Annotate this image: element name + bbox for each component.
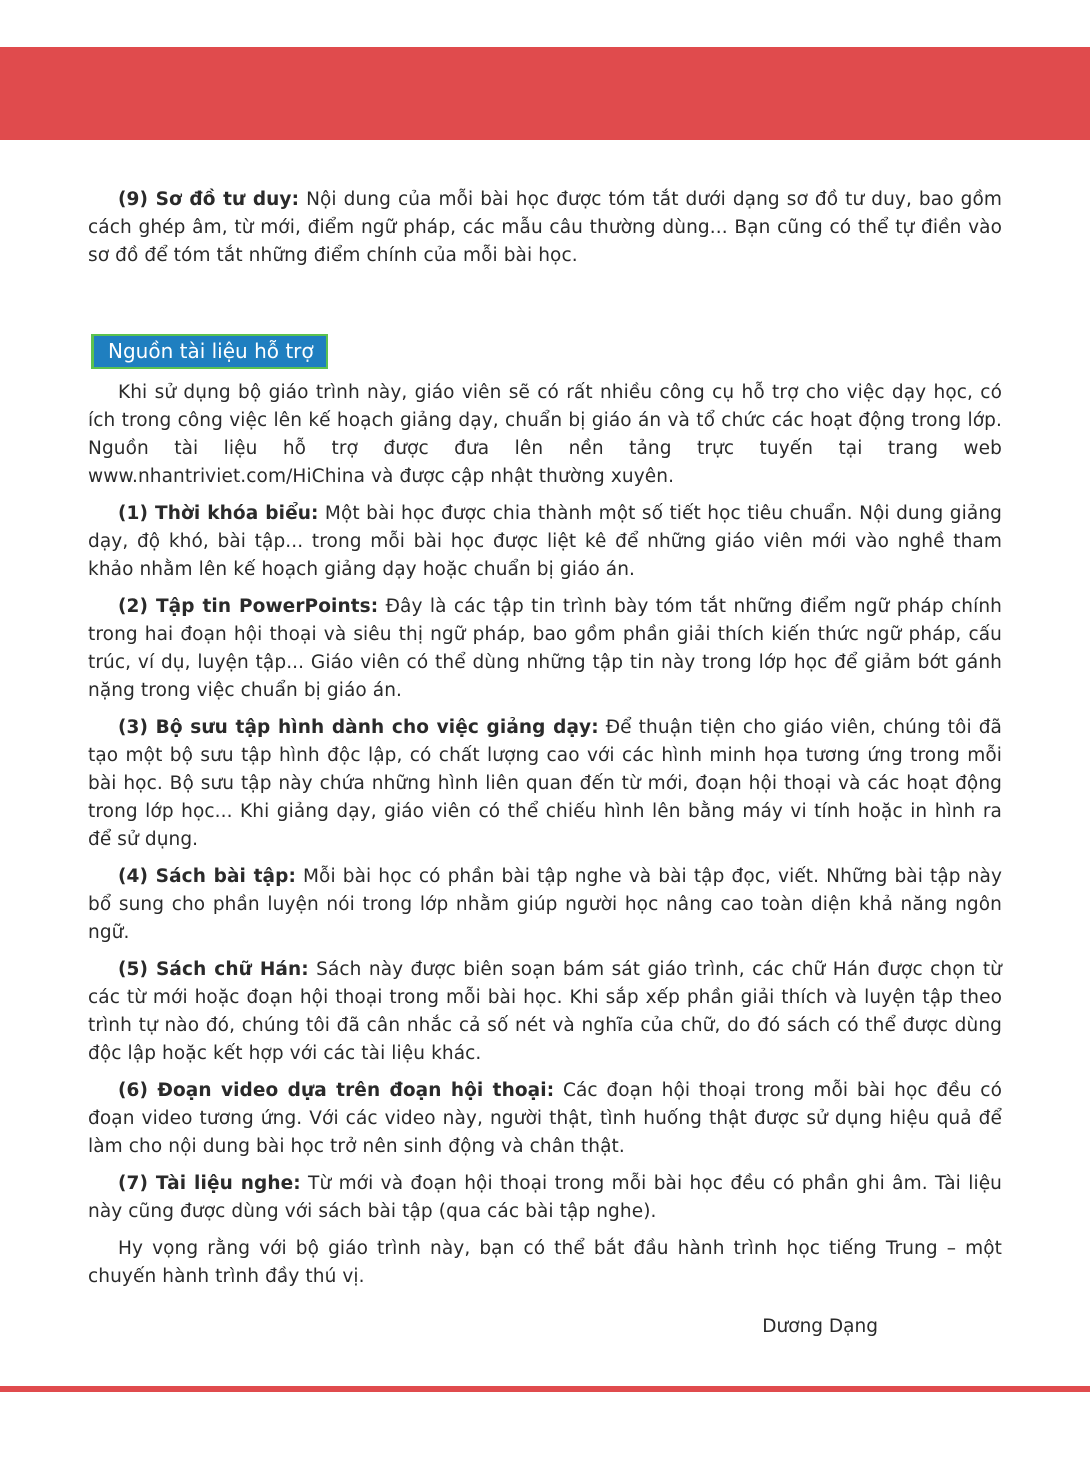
label-item-5: (5) Sách chữ Hán: — [118, 959, 309, 980]
paragraph-mind-map — [88, 186, 1002, 270]
paragraph-item-2 — [88, 593, 1002, 705]
paragraph-intro: Khi sử dụng bộ giáo trình này, giáo viên sẽ có rất nhiều công cụ hỗ trợ cho việc dạy học, có ích trong công việc lên kế hoạch giảng dạy, chuẩn bị giáo án và tổ chức các hoạt động trong lớp. Nguồn tài liệu hỗ trợ được đưa lên nền tảng trực tuyến tại trang web www.nhantriviet.com/HiChina và được cập nhật thường xuyên. — [88, 382, 1002, 487]
text-mind-map: Nội dung của mỗi bài học được tóm tắt dưới dạng sơ đồ tư duy, bao gồm cách ghép âm, từ mới, điểm ngữ pháp, các mẫu câu thường dùng... Bạn cũng có thể tự điền vào sơ đồ để tóm tắt những điểm chính của mỗi bài học. — [88, 189, 1002, 266]
label-item-6: (6) Đoạn video dựa trên đoạn hội thoại: — [118, 1080, 555, 1101]
text-item-6: Các đoạn hội thoại trong mỗi bài học đều có đoạn video tương ứng. Với các video này, người thật, tình huống thật được sử dụng hiệu quả để làm cho nội dung bài học trở nên sinh động và chân thật. — [88, 1080, 1002, 1157]
paragraph-item-1 — [88, 500, 1002, 584]
paragraph-closing: Hy vọng rằng với bộ giáo trình này, bạn có thể bắt đầu hành trình học tiếng Trung – một chuyến hành trình đầy thú vị. — [88, 1238, 1002, 1287]
header-band — [0, 47, 1090, 140]
section-heading-wrap — [88, 334, 1002, 369]
paragraph-item-5 — [88, 956, 1002, 1068]
paragraph-item-4 — [88, 863, 1002, 947]
signature: Dương Dạng — [762, 1316, 878, 1337]
paragraph-item-7 — [88, 1170, 1002, 1226]
label-item-2: (2) Tập tin PowerPoints: — [118, 596, 379, 617]
paragraph-item-6 — [88, 1077, 1002, 1161]
text-item-2: Đây là các tập tin trình bày tóm tắt những điểm ngữ pháp chính trong hai đoạn hội thoại và siêu thị ngữ pháp, bao gồm phần giải thích kiến thức ngữ pháp, cấu trúc, ví dụ, luyện tập... Giáo viên có thể dùng những tập tin này trong lớp học để giảm bớt gánh nặng trong việc chuẩn bị giáo án. — [88, 596, 1002, 701]
footer-line — [0, 1386, 1090, 1392]
section-heading: Nguồn tài liệu hỗ trợ — [91, 334, 328, 369]
paragraph-item-3 — [88, 714, 1002, 854]
label-item-7: (7) Tài liệu nghe: — [118, 1173, 301, 1194]
text-item-5: Sách này được biên soạn bám sát giáo trình, các chữ Hán được chọn từ các từ mới hoặc đoạn hội thoại trong mỗi bài học. Khi sắp xếp phần giải thích và luyện tập theo trình tự nào đó, chúng tôi đã cân nhắc cả số nét và nghĩa của chữ, do đó sách có thể được dùng độc lập hoặc kết hợp với các tài liệu khác. — [88, 959, 1002, 1064]
label-item-4: (4) Sách bài tập: — [118, 866, 296, 887]
text-item-7: Từ mới và đoạn hội thoại trong mỗi bài học đều có phần ghi âm. Tài liệu này cũng được dùng với sách bài tập (qua các bài tập nghe). — [88, 1173, 1003, 1222]
text-item-3: Để thuận tiện cho giáo viên, chúng tôi đã tạo một bộ sưu tập hình độc lập, có chất lượng cao với các hình minh họa tương ứng trong mỗi bài học. Bộ sưu tập này chứa những hình liên quan đến từ mới, đoạn hội thoại và các hoạt động trong lớp học... Khi giảng dạy, giáo viên có thể chiếu hình lên bằng máy vi tính hoặc in hình ra để sử dụng. — [88, 717, 1002, 850]
label-item-3: (3) Bộ sưu tập hình dành cho việc giảng dạy: — [118, 717, 599, 738]
text-item-1: Một bài học được chia thành một số tiết học tiêu chuẩn. Nội dung giảng dạy, độ khó, bài tập... trong mỗi bài học được liệt kê để những giáo viên mới vào nghề tham khảo nhằm lên kế hoạch giảng dạy hoặc chuẩn bị giáo án. — [88, 503, 1002, 580]
text-item-4: Mỗi bài học có phần bài tập nghe và bài tập đọc, viết. Những bài tập này bổ sung cho phần luyện nói trong lớp nhằm giúp người học nâng cao toàn diện khả năng ngôn ngữ. — [88, 866, 1002, 943]
label-item-1: (1) Thời khóa biểu: — [118, 503, 319, 524]
label-mind-map: (9) Sơ đồ tư duy: — [118, 189, 300, 210]
page-content — [88, 186, 1002, 1341]
